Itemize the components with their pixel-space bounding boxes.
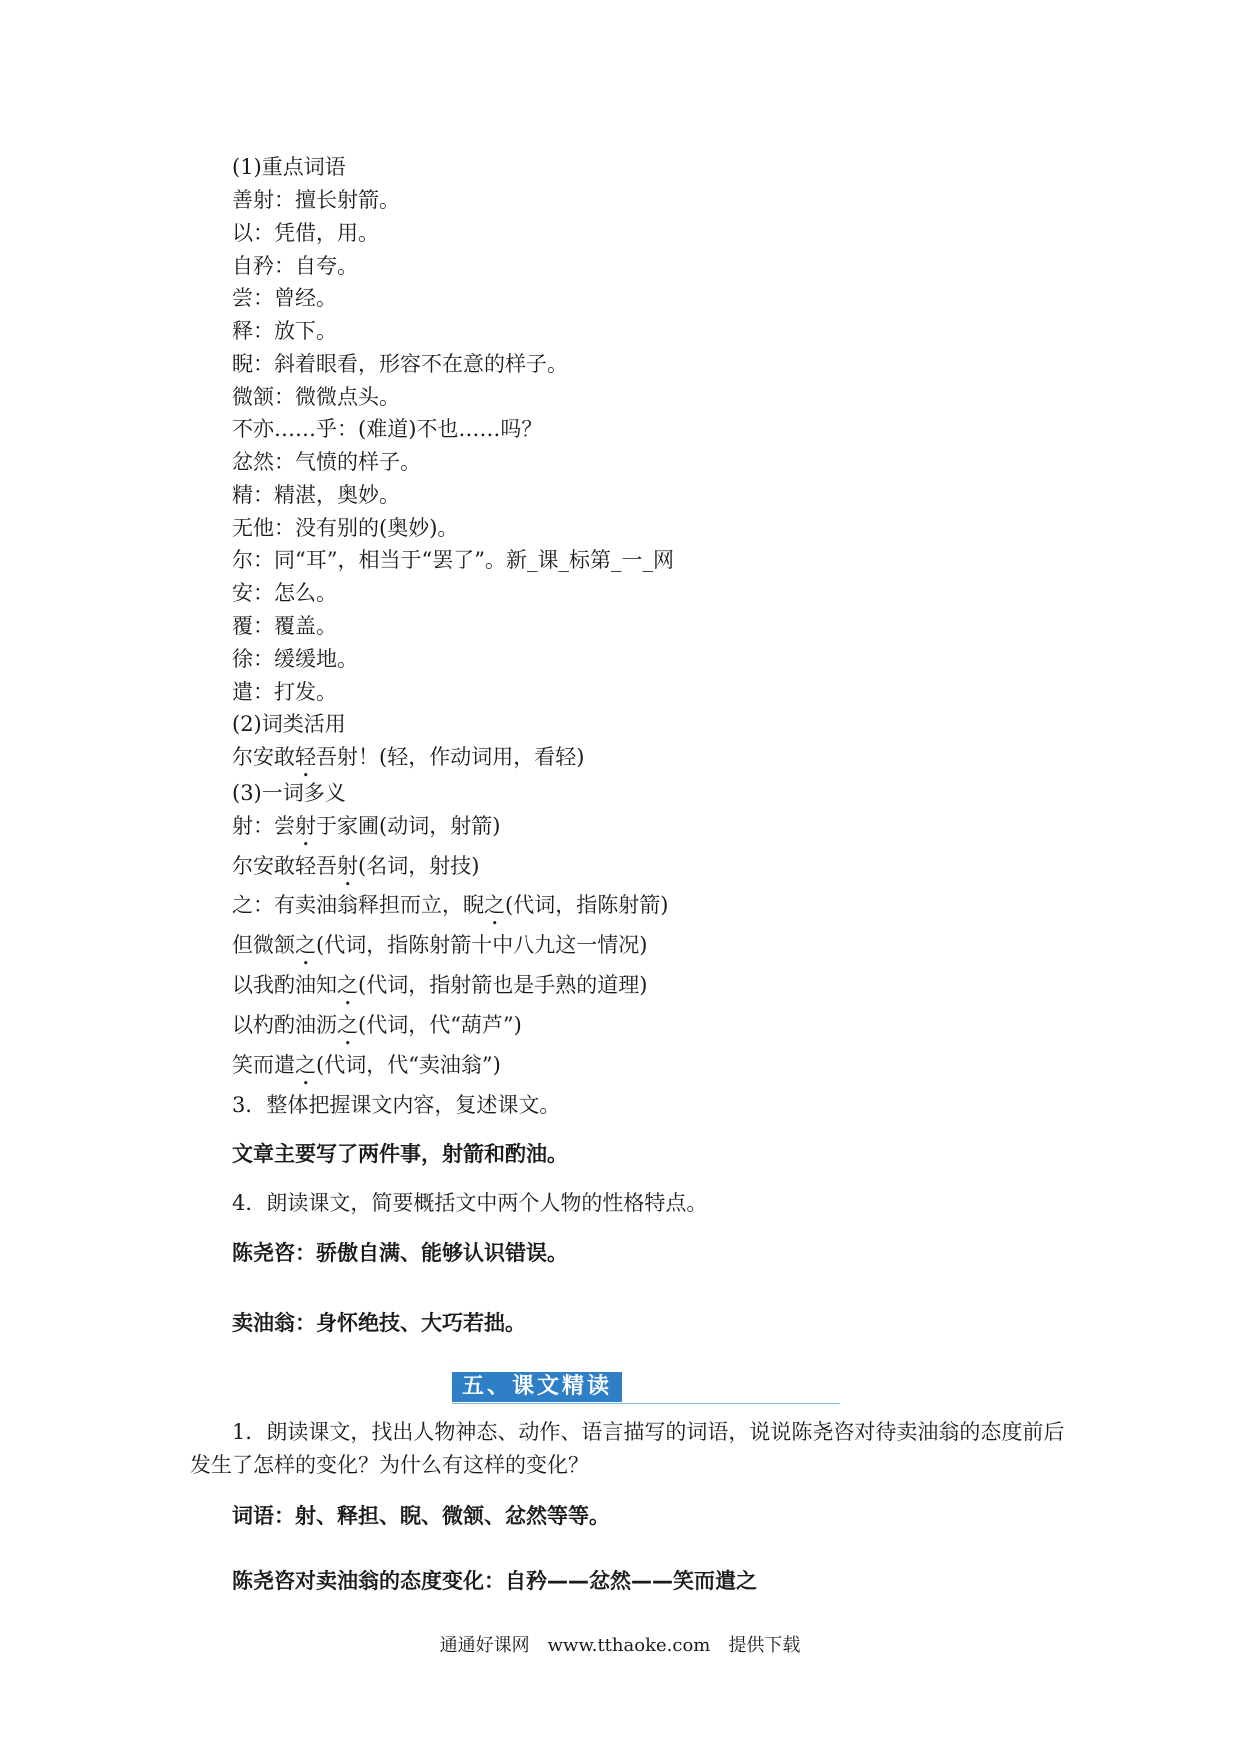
polysemy-item <box>232 932 647 970</box>
vocab-item: 安：怎么。 <box>232 581 337 605</box>
section-five-answer-attitude: 陈尧咨对卖油翁的态度变化：自矜——忿然——笑而遣之 <box>232 1569 757 1593</box>
vocab-item: 覆：覆盖。 <box>232 614 337 638</box>
text-segment: 尔安敢轻吾 <box>232 854 337 878</box>
vocab-item: 微颔：微微点头。 <box>232 385 400 409</box>
text-segment: 以杓酌油沥 <box>232 1013 337 1037</box>
vocab-item: 自矜：自夸。 <box>232 254 358 278</box>
answer-3: 文章主要写了两件事，射箭和酌油。 <box>232 1142 568 1166</box>
emphasized-character: 射 <box>337 854 358 878</box>
text-segment: (代词，指射箭也是手熟的道理) <box>358 973 648 997</box>
vocab-item: 遣：打发。 <box>232 680 337 704</box>
text-segment: 于家圃(动词，射箭) <box>316 814 501 838</box>
vocab-item: 睨：斜着眼看，形容不在意的样子。 <box>232 352 568 376</box>
answer-4-oil-seller: 卖油翁：身怀绝技、大巧若拙。 <box>232 1311 526 1335</box>
emphasized-character: 之 <box>484 893 505 917</box>
text-segment: 笑而遣 <box>232 1053 295 1077</box>
emphasized-character: 射 <box>295 814 316 838</box>
vocab-item: 善射：擅长射箭。 <box>232 188 400 212</box>
text-segment: (代词，代“葫芦”) <box>358 1013 522 1037</box>
emphasized-character: 之 <box>295 933 316 957</box>
vocab-item: 不亦……乎：(难道)不也……吗？ <box>232 417 543 441</box>
vocab-item: 忿然：气愤的样子。 <box>232 450 421 474</box>
vocab-item: 尔：同“耳”，相当于“罢了”。新_课_标第_一_网 <box>232 548 674 572</box>
emphasized-character: 轻 <box>295 745 316 769</box>
emphasized-character: 之 <box>337 1013 358 1037</box>
page-footer: 通通好课网 www.tthaoke.com 提供下载 <box>439 1635 801 1656</box>
polysemy-item <box>232 1012 522 1050</box>
section-heading-label: 五、课文精读 <box>452 1372 622 1402</box>
text-segment: 以我酌油知 <box>232 973 337 997</box>
word-class-title: (2)词类活用 <box>232 712 346 736</box>
text-segment: (代词，代“卖油翁”) <box>316 1053 501 1077</box>
vocab-section-title: (1)重点词语 <box>232 155 346 179</box>
vocab-item: 尝：曾经。 <box>232 286 337 310</box>
word-class-item <box>232 744 584 782</box>
text-segment: 但微颔 <box>232 933 295 957</box>
emphasized-character: 之 <box>337 973 358 997</box>
answer-4-chen: 陈尧咨：骄傲自满、能够认识错误。 <box>232 1241 568 1265</box>
polysemy-item <box>232 892 668 930</box>
section-five-answer-words: 词语：射、释担、睨、微颔、忿然等等。 <box>232 1504 610 1528</box>
polysemy-item <box>232 1052 501 1090</box>
question-3: 3．整体把握课文内容，复述课文。 <box>232 1093 561 1117</box>
question-4: 4．朗读课文，简要概括文中两个人物的性格特点。 <box>232 1191 708 1215</box>
section-heading <box>452 1372 840 1404</box>
text-segment: 吾射！(轻，作动词用，看轻) <box>316 745 585 769</box>
vocab-item: 精：精湛，奥妙。 <box>232 483 400 507</box>
text-segment: 射：尝 <box>232 814 295 838</box>
text-segment: 之：有卖油翁释担而立，睨 <box>232 893 484 917</box>
text-segment: (代词，指陈射箭) <box>505 893 669 917</box>
polysemy-title: (3)一词多义 <box>232 781 346 805</box>
vocab-item: 释：放下。 <box>232 319 337 343</box>
heading-accent-bar <box>614 1372 618 1402</box>
polysemy-item <box>232 853 479 891</box>
polysemy-item <box>232 813 500 851</box>
vocab-item: 以：凭借，用。 <box>232 221 379 245</box>
emphasized-character: 之 <box>295 1053 316 1077</box>
vocab-item: 无他：没有别的(奥妙)。 <box>232 516 459 540</box>
vocab-item: 徐：缓缓地。 <box>232 647 358 671</box>
polysemy-item <box>232 972 647 1010</box>
text-segment: (代词，指陈射箭十中八九这一情况) <box>316 933 648 957</box>
section-five-question-1: 1．朗读课文，找出人物神态、动作、语言描写的词语，说说陈尧咨对待卖油翁的态度前后发生了怎样的变化？为什么有这样的变化？ <box>190 1420 1065 1477</box>
text-segment: 尔安敢 <box>232 745 295 769</box>
heading-underline <box>452 1403 840 1404</box>
text-segment: (名词，射技) <box>358 854 480 878</box>
